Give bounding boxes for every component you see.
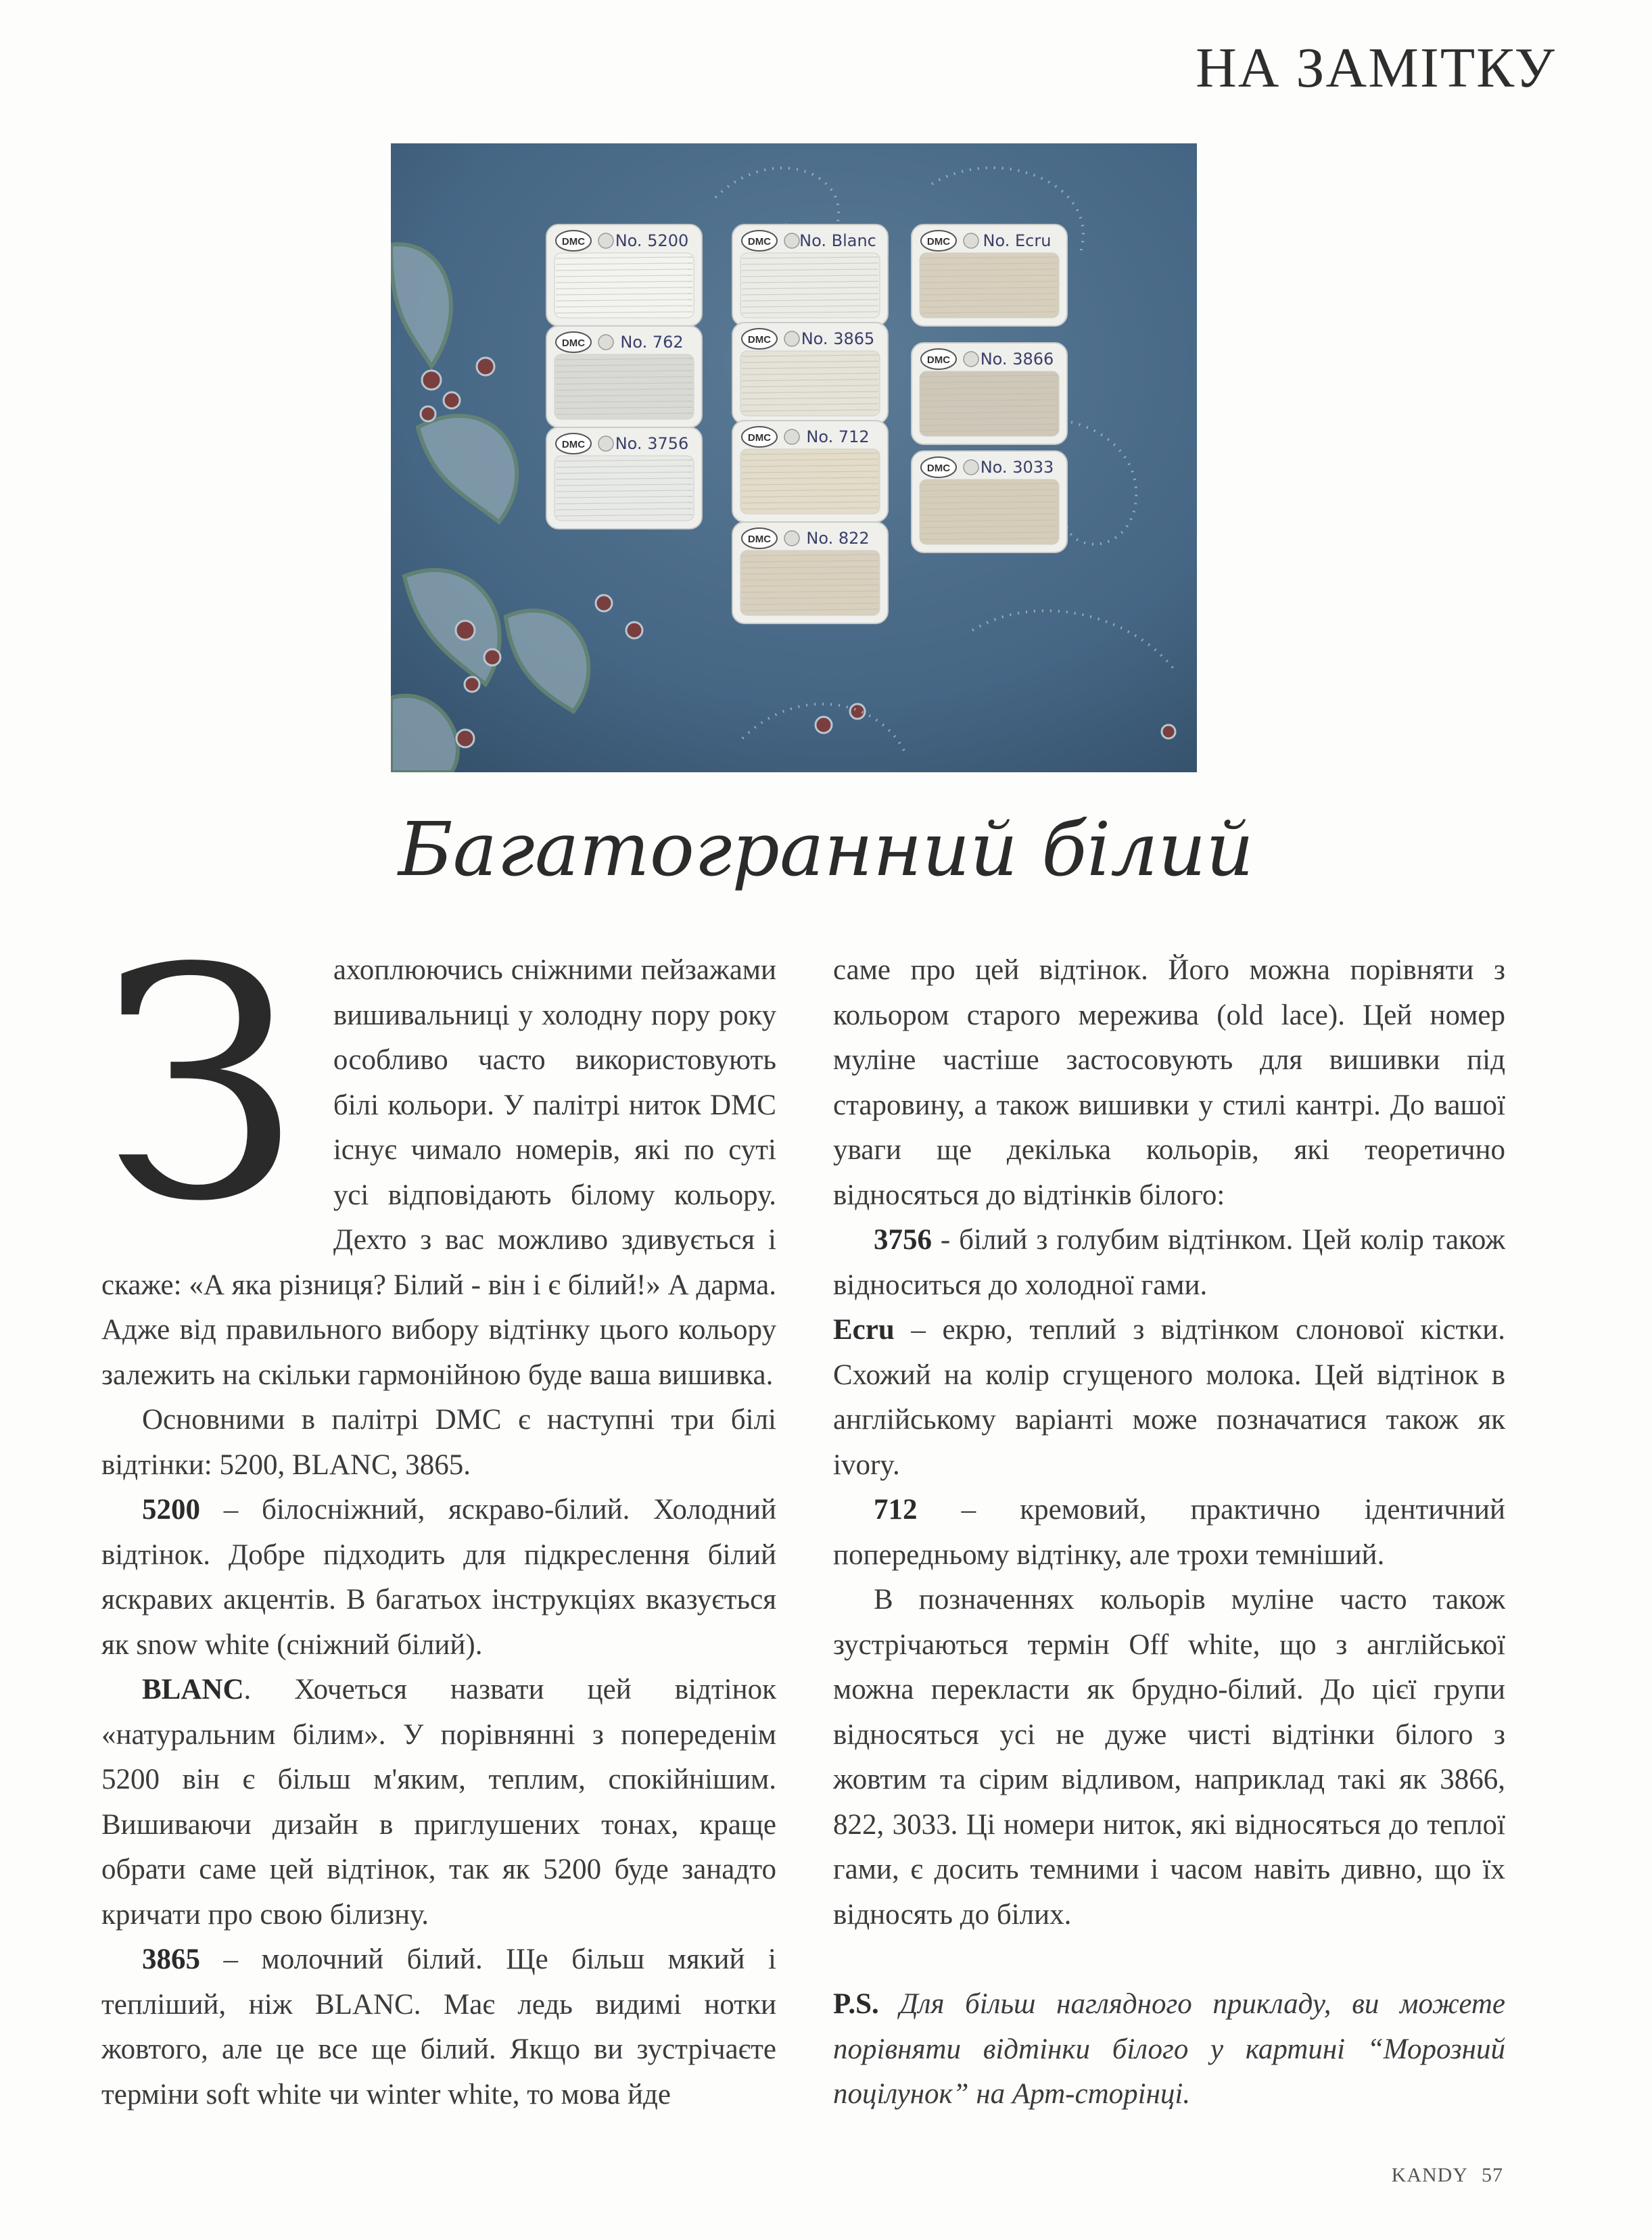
section-header: НА ЗАМІТКУ (1196, 37, 1556, 99)
postscript: P.S. Для більш наглядного прикладу, ви можете порівняти відтінки білого у картині “Морозний поцілунок” на Арт-сторінці. (833, 1988, 1505, 2110)
card-number-label: No. 3865 (801, 329, 875, 348)
card-brand-label: DMC (926, 463, 951, 474)
paragraph: 3865 – молочний білий. Ще більш мякий і тепліший, ніж BLANC. Має ледь видимі нотки жовтого, але це все ще білий. Якщо ви зустрічаєте терміни soft white чи winter white, то мова йде (101, 1943, 776, 2111)
thread-card (732, 323, 888, 424)
paragraph: Основними в палітрі DMC є наступні три білі відтінки: 5200, BLANC, 3865. (101, 1404, 776, 1481)
page-footer (1378, 2164, 1503, 2187)
card-brand-label: DMC (561, 337, 586, 349)
thread-card (546, 225, 702, 326)
card-number-label: No. 3866 (980, 350, 1054, 369)
paragraph: 3756 - білий з голубим відтінком. Цей колір також відноситься до холодної гами. (833, 1224, 1505, 1301)
card-brand-label: DMC (561, 236, 586, 248)
article-column-right (833, 948, 1505, 2117)
article-title: Багатогранний білий (398, 806, 1254, 893)
thread-card (732, 522, 888, 623)
drop-cap: З (101, 901, 300, 1271)
thread-cards-illustration (391, 143, 1197, 772)
card-brand-label: DMC (926, 236, 951, 248)
intro-paragraph: З ахоплюючись сніжними пейзажами вишивальниці у холодну пору року особливо часто використовують білі кольори. У палітрі ниток DMC існує чимало номерів, які по суті усі відповідають білому кольору. Дехто з вас можливо здивується і скаже: «А яка різниця? Білий - він і є білий!» А дарма. Адже від правильного вибору відтінку цього кольору залежить на скільки гармонійною буде ваша вишивка. (101, 901, 776, 1391)
thread-card (546, 427, 702, 529)
card-number-label: No. 5200 (615, 231, 689, 250)
card-number-label: No. 762 (620, 333, 684, 352)
card-brand-label: DMC (747, 334, 772, 346)
thread-card (732, 421, 888, 522)
page-number: 57 (1482, 2164, 1503, 2186)
thread-card (912, 451, 1067, 552)
paragraph: саме про цей відтінок. Його можна порівняти з кольором старого мережива (old lace). Цей номер муліне частіше застосовують для вишивки під старовину, а також вишивки у стилі кантрі. До вашої уваги ще декілька кольорів, які теоретично відносяться до відтінків білого: (833, 954, 1505, 1211)
card-number-label: No. Blanc (799, 231, 876, 250)
thread-cards-photo (391, 143, 1197, 772)
card-brand-label: DMC (747, 534, 772, 545)
paragraph: Ecru – екрю, теплий з відтінком слонової кістки. Схожий на колір сгущеного молока. Цей відтінок в англійському варіанті може позначатися також як ivory. (833, 1314, 1505, 1481)
paragraph: В позначеннях кольорів муліне часто також зустрічаються термін Off white, що з англійської можна перекласти як брудно-білий. До цієї групи відносяться усі не дуже чисті відтінки білого з жовтим та сірим відливом, наприклад такі як 3866, 822, 3033. Ці номери ниток, які відносяться до теплої гами, є досить темними і часом навіть дивно, що їх відносять до білих. (833, 1584, 1505, 1931)
card-brand-label: DMC (747, 236, 772, 248)
paragraph: BLANC. Хочеться назвати цей відтінок «натуральним білим». У порівнянні з попереденім 5200 він є більш м'яким, теплим, спокійнішим. Вишиваючи дизайн в приглушених тонах, краще обрати саме цей відтінок, так як 5200 буде занадто кричати про свою білизну. (101, 1674, 776, 1931)
card-brand-label: DMC (926, 354, 951, 366)
card-number-label: No. 712 (806, 427, 870, 446)
magazine-name: KANDY (1391, 2164, 1468, 2186)
paragraph: 5200 – білосніжний, яскраво-білий. Холодний відтінок. Добре підходить для підкреслення білий яскравих акцентів. В багатьох інструкціях вказується як snow white (сніжний білий). (101, 1494, 776, 1661)
article-column-left (101, 901, 776, 2117)
card-brand-label: DMC (747, 432, 772, 444)
thread-card (546, 326, 702, 427)
thread-card (912, 225, 1067, 326)
card-brand-label: DMC (561, 439, 586, 450)
card-number-label: No. Ecru (983, 231, 1052, 250)
thread-card (912, 343, 1067, 444)
card-number-label: No. 3756 (615, 434, 689, 453)
card-number-label: No. 3033 (980, 458, 1054, 477)
card-number-label: No. 822 (806, 529, 870, 548)
thread-card (732, 225, 888, 326)
paragraph: 712 – кремовий, практично ідентичний попередньому відтінку, але трохи темніший. (833, 1494, 1505, 1571)
